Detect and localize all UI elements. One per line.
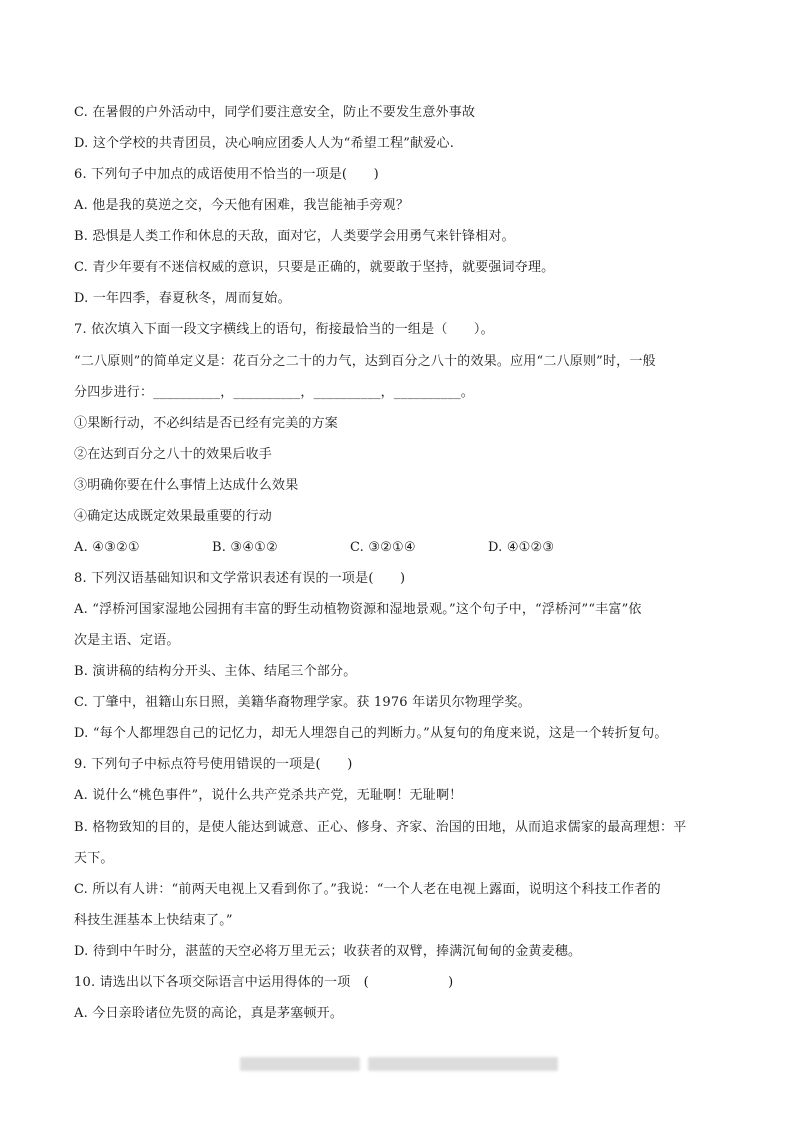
q6-option-b: B. 恐惧是人类工作和休息的天敌，面对它，人类要学会用勇气来针锋相对。 [74,229,515,244]
q9-option-b-cont: 天下。 [74,851,114,866]
question-7: 7. 依次填入下面一段文字横线上的语句，衔接最恰当的一组是（ ）。 [74,322,494,337]
text-line: C. 在暑假的户外活动中，同学们要注意安全，防止不要发生意外事故 [74,105,476,120]
q9-option-c-cont: 科技生涯基本上快结束了。” [74,913,233,928]
q7-item-1: ①果断行动，不必纠结是否已经有完美的方案 [74,416,339,431]
q9-option-d: D. 待到中午时分，湛蓝的天空必将万里无云；收获者的双臂，捧满沉甸甸的金黄麦穗。 [74,944,582,959]
footer-watermark [240,1057,360,1071]
q7-passage: “二八原则”的简单定义是：花百分之二十的力气，达到百分之八十的效果。应用“二八原则”时，一般 [74,354,656,369]
q7-choice-d: D. ④①②③ [488,540,555,555]
q8-option-b: B. 演讲稿的结构分开头、主体、结尾三个部分。 [74,664,357,679]
text-line: D. 这个学校的共青团员，决心响应团委人人为“希望工程”献爱心. [74,136,455,151]
q8-option-a-cont: 次是主语、定语。 [74,633,180,648]
q7-choice-c: C. ③②①④ [350,540,416,555]
q6-option-d: D. 一年四季，春夏秋冬，周而复始。 [74,291,291,306]
footer-watermark [368,1057,558,1071]
question-8: 8. 下列汉语基础知识和文学常识表述有误的一项是( ) [74,571,406,586]
q9-option-a: A. 说什么“桃色事件”，说什么共产党杀共产党，无耻啊！无耻啊！ [74,788,463,803]
q7-item-2: ②在达到百分之八十的效果后收手 [74,447,273,462]
q8-option-d: D. “每个人都埋怨自己的记忆力，却无人埋怨自己的判断力。”从复句的角度来说，这是一个转折复句。 [74,726,668,741]
q7-item-4: ④确定达成既定效果最重要的行动 [74,509,273,524]
q7-item-3: ③明确你要在什么事情上达成什么效果 [74,478,299,493]
q8-option-a: A. “浮桥河国家湿地公园拥有丰富的野生动植物资源和湿地景观。”这个句子中，“浮桥河”“丰富”依 [74,602,642,617]
q7-choices [74,538,554,558]
q6-option-c: C. 青少年要有不迷信权威的意识，只要是正确的，就要敢于坚持，就要强词夺理。 [74,260,555,275]
q6-option-a: A. 他是我的莫逆之交，今天他有困难，我岂能袖手旁观？ [74,198,410,213]
q8-option-c: C. 丁肇中，祖籍山东日照，美籍华裔物理学家。获 1976 年诺贝尔物理学奖。 [74,695,531,710]
question-9: 9. 下列句子中标点符号使用错误的一项是( ) [74,757,353,772]
question-10: 10. 请选出以下各项交际语言中运用得体的一项 ( ) [74,975,454,990]
q9-option-c: C. 所以有人讲：“前两天电视上又看到你了。”我说：“一个人老在电视上露面，说明这个科技工作者的 [74,882,661,897]
q7-choice-a: A. ④③②① [74,540,140,555]
q9-option-b: B. 格物致知的目的，是使人能达到诚意、正心、修身、齐家、治国的田地，从而追求儒家的最高理想：平 [74,820,687,835]
q7-passage-blanks: 分四步进行：__________，__________，__________，__________。 [74,385,474,400]
q10-option-a: A. 今日亲聆诸位先贤的高论，真是茅塞顿开。 [74,1006,344,1021]
q7-choice-b: B. ③④①② [212,540,278,555]
question-6: 6. 下列句子中加点的成语使用不恰当的一项是( ) [74,167,379,182]
